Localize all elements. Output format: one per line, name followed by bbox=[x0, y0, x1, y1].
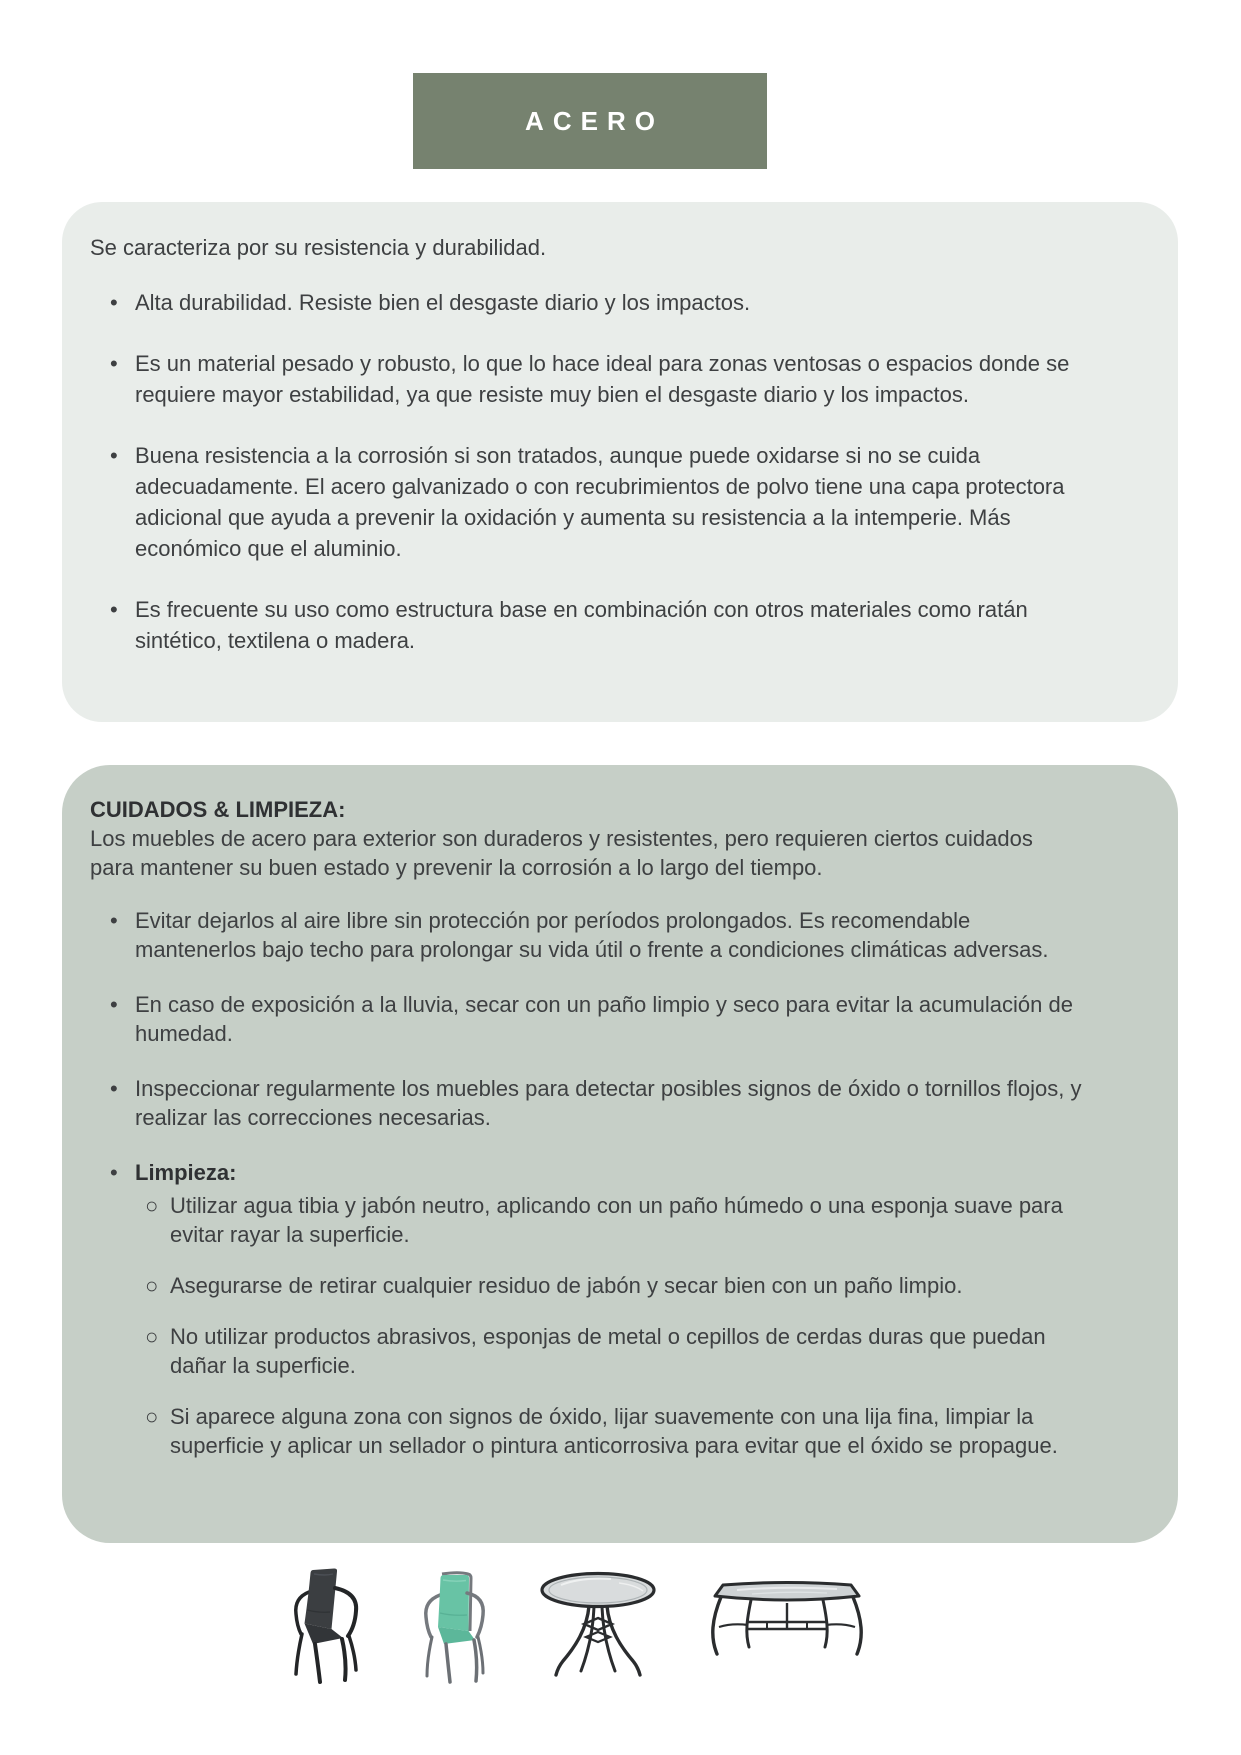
care-bullet-list bbox=[110, 906, 1082, 1460]
bullet-text: Alta durabilidad. Resiste bien el desgaste diario y los impactos. bbox=[135, 290, 751, 315]
list-item-limpieza bbox=[110, 1158, 1082, 1460]
bullet-text: Es un material pesado y robusto, lo que lo hace ideal para zonas ventosas o espacios donde se requiere mayor estabilidad, ya que resiste muy bien el desgaste diario y los impactos. bbox=[135, 351, 1070, 407]
care-box bbox=[62, 765, 1178, 1543]
stacking-sling-chair-teal-image bbox=[419, 1571, 502, 1686]
list-item bbox=[110, 990, 1082, 1048]
sub-bullet-icon: ○ bbox=[145, 1193, 159, 1218]
bullet-icon: • bbox=[110, 992, 118, 1017]
bullet-text: Buena resistencia a la corrosión si son tratados, aunque puede oxidarse si no se cuida adecuadamente. El acero galvanizado o con recubrimientos de polvo tiene una capa protectora adicional que ayuda a prevenir la oxidación y aumenta su resistencia a la intemperie. Más económico que el aluminio. bbox=[135, 443, 1065, 561]
sub-list-item bbox=[145, 1191, 1082, 1249]
list-item bbox=[110, 1074, 1082, 1132]
sub-bullet-icon: ○ bbox=[145, 1324, 159, 1349]
care-heading: CUIDADOS & LIMPIEZA: bbox=[90, 797, 346, 822]
bullet-text: En caso de exposición a la lluvia, secar con un paño limpio y seco para evitar la acumulación de humedad. bbox=[135, 992, 1073, 1046]
bullet-icon: • bbox=[110, 1160, 118, 1185]
bullet-icon: • bbox=[110, 443, 118, 468]
page-title: ACERO bbox=[525, 105, 664, 136]
intro-box bbox=[62, 202, 1178, 722]
limpieza-label: Limpieza: bbox=[135, 1160, 237, 1185]
bullet-icon: • bbox=[110, 597, 118, 622]
sub-bullet-text: Utilizar agua tibia y jabón neutro, aplicando con un paño húmedo o una esponja suave para evitar rayar la superficie. bbox=[170, 1193, 1063, 1247]
furniture-row bbox=[0, 1560, 1241, 1700]
bullet-text: Evitar dejarlos al aire libre sin protección por períodos prolongados. Es recomendable mantenerlos bajo techo para prolongar su vida útil o frente a condiciones climáticas adversas. bbox=[135, 908, 1049, 962]
round-glass-bistro-table-image bbox=[539, 1571, 657, 1685]
sub-bullet-text: Asegurarse de retirar cualquier residuo de jabón y secar bien con un paño limpio. bbox=[170, 1273, 963, 1298]
title-banner bbox=[413, 73, 767, 169]
sub-bullet-text: No utilizar productos abrasivos, esponjas de metal o cepillos de cerdas duras que puedan dañar la superficie. bbox=[170, 1324, 1046, 1378]
bullet-icon: • bbox=[110, 908, 118, 933]
care-intro: Los muebles de acero para exterior son duraderos y resistentes, pero requieren ciertos cuidados para mantener su buen estado y prevenir la corrosión a lo largo del tiempo. bbox=[90, 826, 1033, 880]
bullet-icon: • bbox=[110, 290, 118, 315]
list-item bbox=[110, 287, 1082, 318]
limpieza-group bbox=[135, 1158, 1082, 1460]
sub-bullet-icon: ○ bbox=[145, 1273, 159, 1298]
intro-bullet-list bbox=[110, 287, 1082, 656]
bullet-icon: • bbox=[110, 1076, 118, 1101]
sub-list-item bbox=[145, 1322, 1082, 1380]
sub-bullet-icon: ○ bbox=[145, 1404, 159, 1429]
bullet-icon: • bbox=[110, 351, 118, 376]
bullet-text: Inspeccionar regularmente los muebles para detectar posibles signos de óxido o tornillos flojos, y realizar las correcciones necesarias. bbox=[135, 1076, 1082, 1130]
limpieza-sub-list bbox=[145, 1191, 1082, 1460]
sub-bullet-text: Si aparece alguna zona con signos de óxido, lijar suavemente con una lija fina, limpiar la superficie y aplicar un sellador o pintura anticorrosiva para evitar que el óxido se propague. bbox=[170, 1404, 1058, 1458]
list-item bbox=[110, 594, 1082, 656]
bullet-text: Es frecuente su uso como estructura base en combinación con otros materiales como ratán sintético, textilena o madera. bbox=[135, 597, 1028, 653]
list-item bbox=[110, 348, 1082, 410]
sub-list-item bbox=[145, 1402, 1082, 1460]
intro-text: Se caracteriza por su resistencia y durabilidad. bbox=[90, 235, 547, 260]
stacking-sling-chair-dark-image bbox=[285, 1566, 380, 1686]
rectangular-glass-dining-table-image bbox=[707, 1577, 867, 1666]
list-item bbox=[110, 906, 1082, 964]
list-item bbox=[110, 440, 1082, 564]
sub-list-item bbox=[145, 1271, 1082, 1300]
